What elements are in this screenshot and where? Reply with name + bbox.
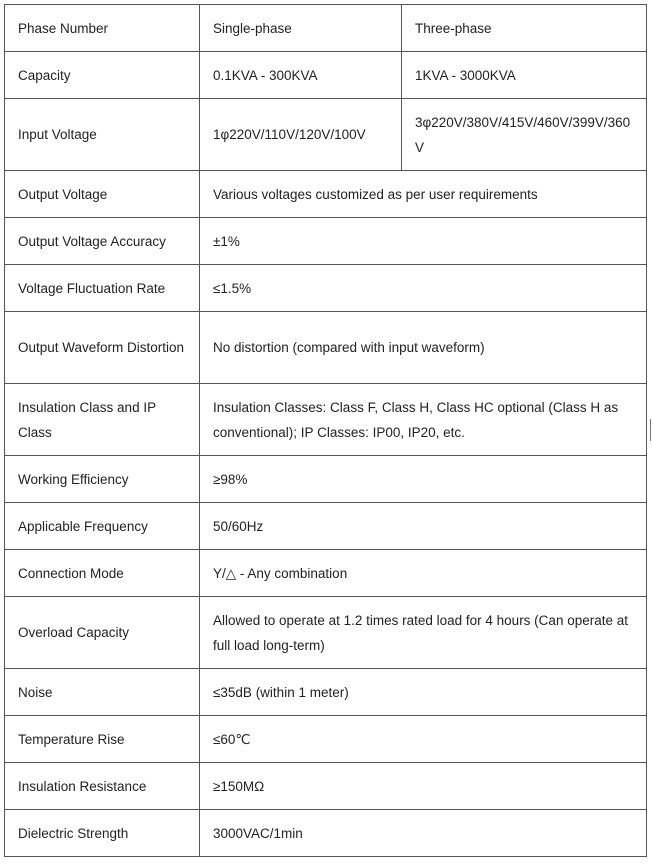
table-row-temperature-rise (5, 716, 647, 763)
row-value: Y/△ - Any combination (200, 550, 647, 597)
row-label: Connection Mode (5, 550, 200, 597)
row-value: ≤60℃ (200, 716, 647, 763)
table-row-applicable-frequency (5, 503, 647, 550)
table-row-insulation-resistance (5, 763, 647, 810)
row-value: 3000VAC/1min (200, 810, 647, 857)
row-value: ≤35dB (within 1 meter) (200, 669, 647, 716)
row-label: Overload Capacity (5, 597, 200, 669)
row-value: 50/60Hz (200, 503, 647, 550)
row-label: Dielectric Strength (5, 810, 200, 857)
table-row-overload-capacity (5, 597, 647, 669)
row-label: Applicable Frequency (5, 503, 200, 550)
table-row-phase-number (5, 5, 647, 52)
row-label: Working Efficiency (5, 456, 200, 503)
table-row-dielectric-strength (5, 810, 647, 857)
table-row-capacity (5, 52, 647, 99)
row-label: Noise (5, 669, 200, 716)
table-row-working-efficiency (5, 456, 647, 503)
row-label: Capacity (5, 52, 200, 99)
table-row-connection-mode (5, 550, 647, 597)
row-label: Output Voltage (5, 171, 200, 218)
row-label: Input Voltage (5, 99, 200, 171)
row-label: Output Voltage Accuracy (5, 218, 200, 265)
row-label: Phase Number (5, 5, 200, 52)
three-phase-value: 1KVA - 3000KVA (402, 52, 647, 99)
row-label: Temperature Rise (5, 716, 200, 763)
row-value: Allowed to operate at 1.2 times rated load for 4 hours (Can operate at full load long-term) (200, 597, 647, 669)
table-row-output-waveform-distortion (5, 312, 647, 384)
row-value: Insulation Classes: Class F, Class H, Class HC optional (Class H as conventional); IP Classes: IP00, IP20, etc. (200, 384, 647, 456)
row-label: Output Waveform Distortion (5, 312, 200, 384)
three-phase-value: 3φ220V/380V/415V/460V/399V/360V (402, 99, 647, 171)
table-row-input-voltage (5, 99, 647, 171)
edge-divider (650, 419, 651, 441)
three-phase-header: Three-phase (402, 5, 647, 52)
specification-table (4, 4, 647, 857)
row-value: Various voltages customized as per user requirements (200, 171, 647, 218)
table-row-insulation-class (5, 384, 647, 456)
single-phase-value: 0.1KVA - 300KVA (200, 52, 402, 99)
row-label: Insulation Class and IP Class (5, 384, 200, 456)
row-label: Insulation Resistance (5, 763, 200, 810)
row-value: ≥150MΩ (200, 763, 647, 810)
row-label: Voltage Fluctuation Rate (5, 265, 200, 312)
table-row-noise (5, 669, 647, 716)
row-value: ±1% (200, 218, 647, 265)
row-value: No distortion (compared with input waveform) (200, 312, 647, 384)
row-value: ≤1.5% (200, 265, 647, 312)
table-row-output-voltage-accuracy (5, 218, 647, 265)
table-row-output-voltage (5, 171, 647, 218)
table-row-voltage-fluctuation-rate (5, 265, 647, 312)
single-phase-value: 1φ220V/110V/120V/100V (200, 99, 402, 171)
single-phase-header: Single-phase (200, 5, 402, 52)
row-value: ≥98% (200, 456, 647, 503)
